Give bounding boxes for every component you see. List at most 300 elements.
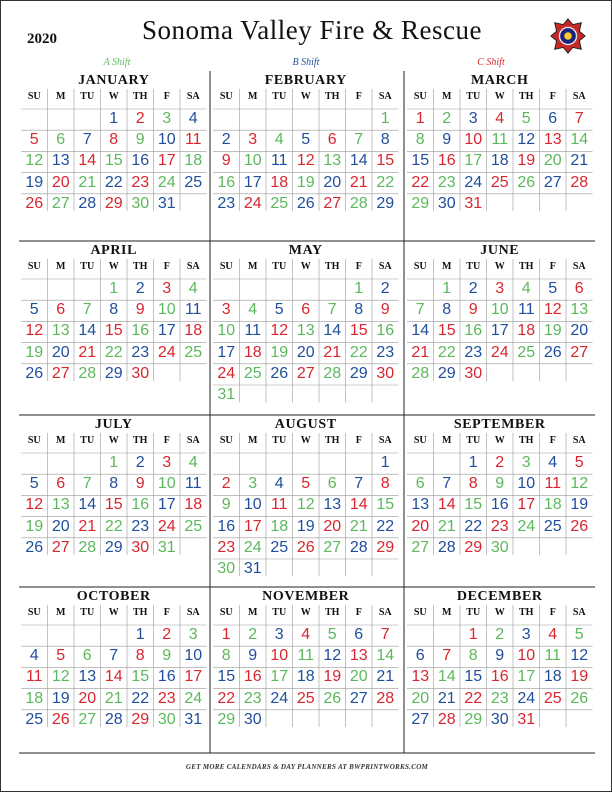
weekday-label: SU: [27, 91, 41, 102]
day-cell: 5: [29, 301, 39, 319]
day-cell: 18: [270, 173, 289, 191]
day-cell: 24: [490, 343, 509, 361]
weekday-label: M: [442, 607, 452, 618]
weekday-label: W: [494, 435, 505, 446]
weekday-label: W: [300, 91, 311, 102]
day-cell: 5: [29, 475, 39, 493]
day-cell: 23: [243, 689, 262, 707]
weekday-label: M: [56, 607, 66, 618]
day-cell: 27: [323, 194, 342, 212]
day-cell: 12: [25, 496, 44, 514]
day-cell: 11: [544, 475, 562, 493]
weekday-label: M: [248, 435, 258, 446]
day-cell: 7: [82, 131, 92, 149]
weekday-label: TH: [325, 435, 340, 446]
day-cell: 23: [131, 343, 150, 361]
day-cell: 24: [157, 343, 176, 361]
day-cell: 29: [104, 538, 123, 556]
day-cell: 17: [490, 322, 509, 340]
day-cell: 11: [270, 496, 288, 514]
day-cell: 20: [349, 668, 368, 686]
day-cell: 27: [411, 710, 430, 728]
day-cell: 5: [301, 475, 311, 493]
weekday-label: SA: [572, 261, 586, 272]
day-cell: 19: [570, 496, 589, 514]
day-cell: 5: [327, 626, 337, 643]
weekday-label: SU: [219, 435, 233, 446]
day-cell: 11: [244, 322, 262, 340]
day-cell: 27: [323, 538, 342, 556]
day-cell: 26: [25, 194, 44, 212]
weekday-label: F: [549, 607, 556, 618]
day-cell: 22: [217, 689, 236, 707]
day-cell: 9: [495, 475, 505, 493]
day-cell: 25: [517, 343, 536, 361]
day-cell: 16: [376, 322, 395, 340]
footer-credit: GET MORE CALENDARS & DAY PLANNERS AT BWPRINTWORKS.COM: [185, 763, 429, 771]
day-cell: 2: [442, 110, 452, 127]
day-cell: 2: [248, 626, 258, 643]
day-cell: 12: [570, 647, 589, 665]
day-cell: 24: [464, 173, 483, 191]
day-cell: 15: [217, 668, 236, 686]
day-cell: 7: [109, 647, 119, 665]
weekday-label: TU: [272, 607, 287, 618]
day-cell: 17: [517, 668, 536, 686]
month-title: JANUARY: [78, 73, 150, 88]
weekday-label: SU: [413, 261, 427, 272]
day-cell: 4: [188, 110, 198, 127]
day-cell: 9: [380, 301, 390, 319]
day-cell: 10: [243, 152, 262, 170]
weekday-label: M: [56, 91, 66, 102]
day-cell: 12: [517, 131, 536, 149]
day-cell: 6: [415, 475, 425, 493]
day-cell: 3: [521, 454, 531, 471]
day-cell: 3: [274, 626, 284, 643]
day-cell: 1: [468, 454, 478, 471]
day-cell: 9: [248, 647, 258, 665]
weekday-label: TU: [466, 607, 481, 618]
weekday-label: TH: [133, 261, 148, 272]
day-cell: 17: [184, 668, 203, 686]
day-cell: 10: [517, 647, 536, 665]
day-cell: 11: [184, 301, 202, 319]
weekday-label: M: [248, 91, 258, 102]
day-cell: 14: [78, 152, 97, 170]
weekday-label: F: [355, 435, 362, 446]
weekday-label: SA: [378, 435, 392, 446]
day-cell: 5: [548, 280, 558, 297]
day-cell: 16: [131, 152, 150, 170]
day-cell: 15: [411, 152, 430, 170]
day-cell: 12: [25, 322, 44, 340]
weekday-label: TH: [519, 91, 534, 102]
day-cell: 20: [323, 517, 342, 535]
day-cell: 4: [274, 131, 284, 149]
months-grid: [1, 1, 612, 793]
day-cell: 13: [51, 496, 70, 514]
day-cell: 3: [221, 301, 231, 319]
weekday-label: TU: [466, 261, 481, 272]
day-cell: 12: [570, 475, 589, 493]
weekday-label: W: [494, 261, 505, 272]
day-cell: 28: [78, 538, 97, 556]
weekday-label: SU: [413, 91, 427, 102]
day-cell: 30: [464, 364, 483, 382]
day-cell: 12: [25, 152, 44, 170]
day-cell: 29: [376, 194, 395, 212]
day-cell: 14: [570, 131, 589, 149]
weekday-label: TU: [466, 91, 481, 102]
weekday-label: F: [355, 607, 362, 618]
day-cell: 6: [354, 626, 364, 643]
day-cell: 17: [517, 496, 536, 514]
day-cell: 31: [517, 710, 536, 728]
day-cell: 3: [495, 280, 505, 297]
day-cell: 29: [376, 538, 395, 556]
day-cell: 14: [349, 152, 368, 170]
day-cell: 1: [415, 110, 425, 127]
day-cell: 30: [131, 364, 150, 382]
day-cell: 25: [270, 538, 289, 556]
day-cell: 2: [495, 626, 505, 643]
day-cell: 2: [221, 475, 231, 493]
day-cell: 27: [411, 538, 430, 556]
day-cell: 12: [296, 152, 315, 170]
weekday-label: W: [108, 91, 119, 102]
weekday-label: SA: [378, 261, 392, 272]
day-cell: 11: [491, 131, 509, 149]
day-cell: 3: [248, 131, 258, 149]
day-cell: 10: [243, 496, 262, 514]
day-cell: 28: [376, 689, 395, 707]
day-cell: 21: [349, 517, 368, 535]
day-cell: 30: [490, 710, 509, 728]
day-cell: 7: [415, 301, 425, 319]
day-cell: 9: [468, 301, 478, 319]
day-cell: 9: [135, 475, 145, 493]
weekday-label: SU: [413, 435, 427, 446]
day-cell: 23: [376, 343, 395, 361]
day-cell: 7: [354, 475, 364, 493]
day-cell: 24: [270, 689, 289, 707]
day-cell: 7: [354, 131, 364, 149]
day-cell: 26: [51, 710, 70, 728]
day-cell: 13: [411, 496, 430, 514]
day-cell: 22: [437, 343, 456, 361]
day-cell: 8: [415, 131, 425, 149]
weekday-label: M: [442, 91, 452, 102]
day-cell: 6: [327, 475, 337, 493]
day-cell: 22: [104, 343, 123, 361]
day-cell: 6: [415, 647, 425, 665]
day-cell: 18: [184, 322, 203, 340]
day-cell: 18: [490, 152, 509, 170]
day-cell: 2: [468, 280, 478, 297]
day-cell: 19: [51, 689, 70, 707]
day-cell: 8: [468, 475, 478, 493]
day-cell: 21: [104, 689, 123, 707]
day-cell: 26: [270, 364, 289, 382]
day-cell: 16: [157, 668, 176, 686]
day-cell: 26: [323, 689, 342, 707]
day-cell: 25: [25, 710, 44, 728]
day-cell: 23: [217, 194, 236, 212]
day-cell: 10: [490, 301, 509, 319]
weekday-label: TU: [80, 607, 95, 618]
day-cell: 1: [442, 280, 452, 297]
day-cell: 30: [437, 194, 456, 212]
weekday-label: M: [56, 261, 66, 272]
day-cell: 18: [25, 689, 44, 707]
month-title: NOVEMBER: [262, 589, 350, 604]
day-cell: 2: [380, 280, 390, 297]
day-cell: 21: [78, 343, 97, 361]
weekday-label: SA: [572, 435, 586, 446]
weekday-label: TH: [325, 607, 340, 618]
day-cell: 14: [78, 496, 97, 514]
weekday-label: M: [248, 607, 258, 618]
day-cell: 5: [301, 131, 311, 149]
day-cell: 8: [109, 475, 119, 493]
weekday-label: SA: [186, 607, 200, 618]
weekday-label: TH: [133, 91, 148, 102]
day-cell: 24: [243, 194, 262, 212]
weekday-label: F: [355, 261, 362, 272]
day-cell: 15: [437, 322, 456, 340]
day-cell: 30: [217, 560, 236, 577]
weekday-label: SA: [378, 607, 392, 618]
day-cell: 14: [104, 668, 123, 686]
day-cell: 21: [570, 152, 589, 170]
day-cell: 10: [157, 301, 176, 319]
day-cell: 1: [109, 280, 119, 297]
day-cell: 28: [437, 710, 456, 728]
day-cell: 18: [517, 322, 536, 340]
day-cell: 17: [157, 496, 176, 514]
day-cell: 31: [243, 560, 262, 577]
day-cell: 14: [411, 322, 430, 340]
day-cell: 1: [135, 626, 145, 643]
weekday-label: M: [442, 261, 452, 272]
day-cell: 27: [296, 364, 315, 382]
day-cell: 22: [104, 517, 123, 535]
day-cell: 20: [543, 152, 562, 170]
day-cell: 20: [411, 517, 430, 535]
day-cell: 28: [323, 364, 342, 382]
day-cell: 14: [437, 668, 456, 686]
day-cell: 4: [29, 647, 39, 665]
day-cell: 4: [188, 454, 198, 471]
day-cell: 10: [464, 131, 483, 149]
day-cell: 9: [135, 131, 145, 149]
day-cell: 13: [570, 301, 589, 319]
day-cell: 20: [296, 343, 315, 361]
day-cell: 3: [248, 475, 258, 493]
day-cell: 30: [243, 710, 262, 728]
day-cell: 17: [243, 517, 262, 535]
day-cell: 1: [468, 626, 478, 643]
weekday-label: TU: [272, 91, 287, 102]
day-cell: 7: [327, 301, 337, 319]
day-cell: 21: [349, 173, 368, 191]
day-cell: 9: [162, 647, 172, 665]
month-title: AUGUST: [274, 417, 337, 432]
day-cell: 1: [380, 454, 390, 471]
day-cell: 27: [51, 194, 70, 212]
month-title: OCTOBER: [76, 589, 151, 604]
weekday-label: F: [355, 91, 362, 102]
day-cell: 11: [544, 647, 562, 665]
day-cell: 11: [270, 152, 288, 170]
day-cell: 15: [104, 322, 123, 340]
weekday-label: TU: [80, 435, 95, 446]
weekday-label: SU: [219, 607, 233, 618]
day-cell: 21: [323, 343, 342, 361]
day-cell: 25: [184, 173, 203, 191]
weekday-label: W: [300, 261, 311, 272]
day-cell: 25: [296, 689, 315, 707]
weekday-label: W: [494, 91, 505, 102]
month-title: SEPTEMBER: [453, 417, 546, 432]
day-cell: 20: [411, 689, 430, 707]
day-cell: 20: [51, 517, 70, 535]
day-cell: 2: [135, 280, 145, 297]
weekday-label: F: [549, 261, 556, 272]
weekday-label: TH: [519, 435, 534, 446]
weekday-label: SA: [572, 607, 586, 618]
day-cell: 17: [217, 343, 236, 361]
month-title: FEBRUARY: [264, 73, 347, 88]
day-cell: 29: [464, 538, 483, 556]
weekday-label: W: [300, 435, 311, 446]
day-cell: 17: [157, 152, 176, 170]
weekday-label: TU: [272, 435, 287, 446]
day-cell: 14: [323, 322, 342, 340]
shift-c-label: C Shift: [477, 57, 505, 68]
day-cell: 11: [184, 131, 202, 149]
day-cell: 4: [188, 280, 198, 297]
day-cell: 7: [442, 647, 452, 665]
day-cell: 3: [162, 110, 172, 127]
day-cell: 30: [131, 538, 150, 556]
day-cell: 29: [104, 364, 123, 382]
day-cell: 13: [78, 668, 97, 686]
day-cell: 10: [157, 475, 176, 493]
weekday-label: SU: [27, 435, 41, 446]
section-dividers: [1, 1, 612, 793]
weekday-label: TH: [325, 261, 340, 272]
day-cell: 8: [135, 647, 145, 665]
day-cell: 9: [135, 301, 145, 319]
day-cell: 23: [217, 538, 236, 556]
day-cell: 8: [109, 301, 119, 319]
day-cell: 13: [543, 131, 562, 149]
day-cell: 19: [323, 668, 342, 686]
day-cell: 19: [25, 343, 44, 361]
day-cell: 26: [25, 364, 44, 382]
weekday-label: SU: [413, 607, 427, 618]
day-cell: 6: [56, 131, 66, 149]
day-cell: 19: [270, 343, 289, 361]
day-cell: 16: [243, 668, 262, 686]
day-cell: 15: [464, 496, 483, 514]
day-cell: 24: [243, 538, 262, 556]
day-cell: 30: [157, 710, 176, 728]
weekday-label: W: [494, 607, 505, 618]
day-cell: 24: [517, 689, 536, 707]
day-cell: 11: [517, 301, 535, 319]
month-title: MARCH: [471, 73, 529, 88]
day-cell: 2: [495, 454, 505, 471]
day-cell: 19: [517, 152, 536, 170]
day-cell: 7: [574, 110, 584, 127]
day-cell: 25: [543, 517, 562, 535]
day-cell: 6: [301, 301, 311, 319]
weekday-label: SA: [572, 91, 586, 102]
weekday-label: F: [163, 261, 170, 272]
day-cell: 2: [135, 454, 145, 471]
weekday-label: SU: [219, 91, 233, 102]
day-cell: 27: [78, 710, 97, 728]
day-cell: 22: [464, 517, 483, 535]
day-cell: 29: [131, 710, 150, 728]
weekday-label: TU: [272, 261, 287, 272]
day-cell: 6: [82, 647, 92, 665]
day-cell: 16: [490, 668, 509, 686]
day-cell: 5: [29, 131, 39, 149]
day-cell: 8: [468, 647, 478, 665]
day-cell: 23: [464, 343, 483, 361]
day-cell: 3: [521, 626, 531, 643]
day-cell: 16: [131, 496, 150, 514]
day-cell: 25: [490, 173, 509, 191]
day-cell: 22: [464, 689, 483, 707]
day-cell: 22: [131, 689, 150, 707]
weekday-label: F: [549, 91, 556, 102]
day-cell: 4: [548, 626, 558, 643]
weekday-label: SU: [27, 607, 41, 618]
day-cell: 22: [349, 343, 368, 361]
day-cell: 29: [411, 194, 430, 212]
day-cell: 28: [349, 194, 368, 212]
weekday-label: W: [108, 607, 119, 618]
day-cell: 26: [517, 173, 536, 191]
day-cell: 31: [184, 710, 203, 728]
day-cell: 29: [104, 194, 123, 212]
day-cell: 28: [104, 710, 123, 728]
day-cell: 2: [135, 110, 145, 127]
day-cell: 1: [380, 110, 390, 127]
day-cell: 20: [323, 173, 342, 191]
day-cell: 6: [548, 110, 558, 127]
day-cell: 12: [543, 301, 562, 319]
day-cell: 15: [349, 322, 368, 340]
day-cell: 24: [157, 173, 176, 191]
day-cell: 25: [243, 364, 262, 382]
day-cell: 15: [104, 152, 123, 170]
day-cell: 10: [184, 647, 203, 665]
day-cell: 24: [517, 517, 536, 535]
day-cell: 10: [217, 322, 236, 340]
day-cell: 25: [184, 517, 203, 535]
day-cell: 15: [464, 668, 483, 686]
weekday-label: TU: [80, 91, 95, 102]
day-cell: 21: [78, 517, 97, 535]
day-cell: 18: [543, 496, 562, 514]
day-cell: 5: [521, 110, 531, 127]
